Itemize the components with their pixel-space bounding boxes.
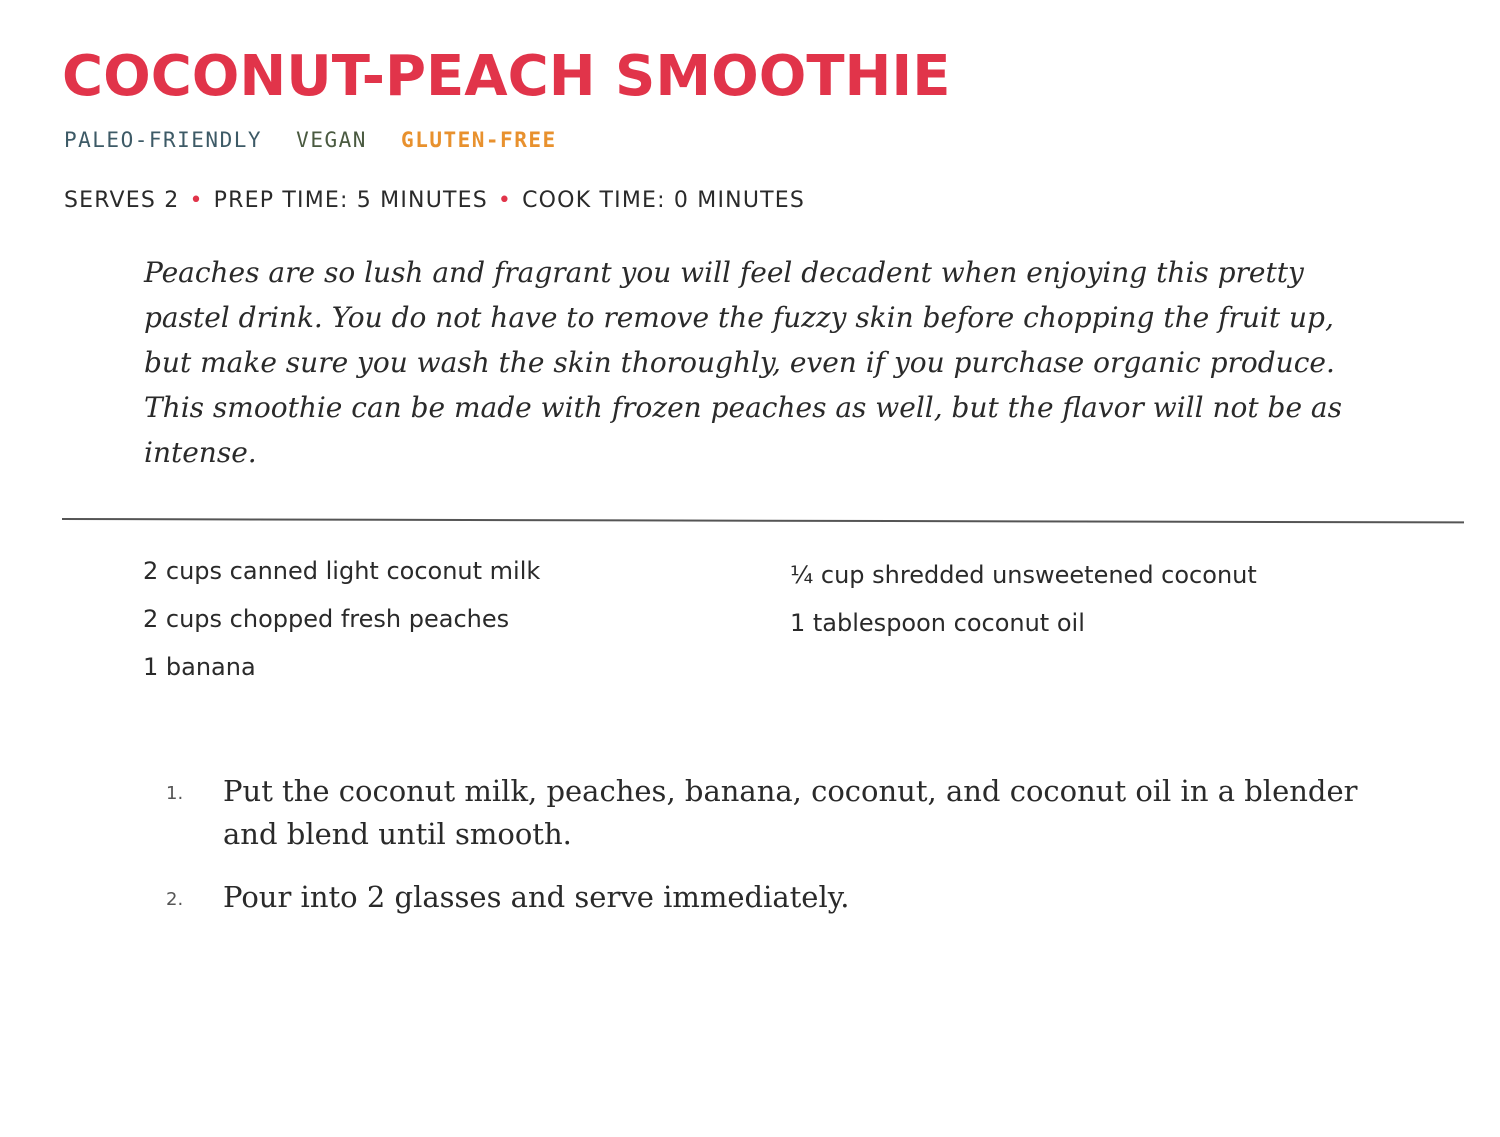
ingredient-item: ¼ cup shredded unsweetened coconut <box>790 561 1257 589</box>
ingredient-item: 1 tablespoon coconut oil <box>790 609 1085 637</box>
step-text: Pour into 2 glasses and serve immediately. <box>223 880 850 914</box>
meta-bullet: • <box>189 188 204 213</box>
step-number: 2. <box>166 889 184 910</box>
recipe-title: COCONUT-PEACH SMOOTHIE <box>62 44 951 109</box>
section-divider <box>62 518 1464 523</box>
meta-bullet: • <box>497 188 513 213</box>
instruction-step <box>160 770 1380 856</box>
step-number: 1. <box>166 783 184 804</box>
diet-tags <box>64 128 577 152</box>
ingredients-right-column <box>790 556 1257 652</box>
ingredients-left-column <box>143 552 540 696</box>
recipe-intro: Peaches are so lush and fragrant you will feel decadent when enjoying this pretty pastel drink. You do not have to remove the fuzzy skin before chopping the fruit up, but make sure you wash the skin thoroughly, even if you purchase organic produce. This smoothie can be made with frozen peaches as well, but the flavor will not be as intense. <box>144 256 1342 469</box>
instructions-list <box>160 770 1380 939</box>
tag-gluten-free: GLUTEN-FREE <box>401 128 557 152</box>
ingredient-item: 2 cups chopped fresh peaches <box>143 605 510 633</box>
tag-vegan: VEGAN <box>296 128 367 152</box>
serves-label: SERVES 2 <box>64 188 180 213</box>
ingredient-item: 1 banana <box>143 653 256 681</box>
recipe-meta <box>64 188 805 213</box>
instruction-step <box>160 876 1380 919</box>
step-text: Put the coconut milk, peaches, banana, coconut, and coconut oil in a blender and blend until smooth. <box>223 774 1358 851</box>
tag-paleo-friendly: PALEO-FRIENDLY <box>64 128 263 152</box>
prep-time-label: PREP TIME: 5 MINUTES <box>213 188 488 213</box>
cook-time-label: COOK TIME: 0 MINUTES <box>522 188 806 213</box>
ingredient-item: 2 cups canned light coconut milk <box>143 557 541 585</box>
